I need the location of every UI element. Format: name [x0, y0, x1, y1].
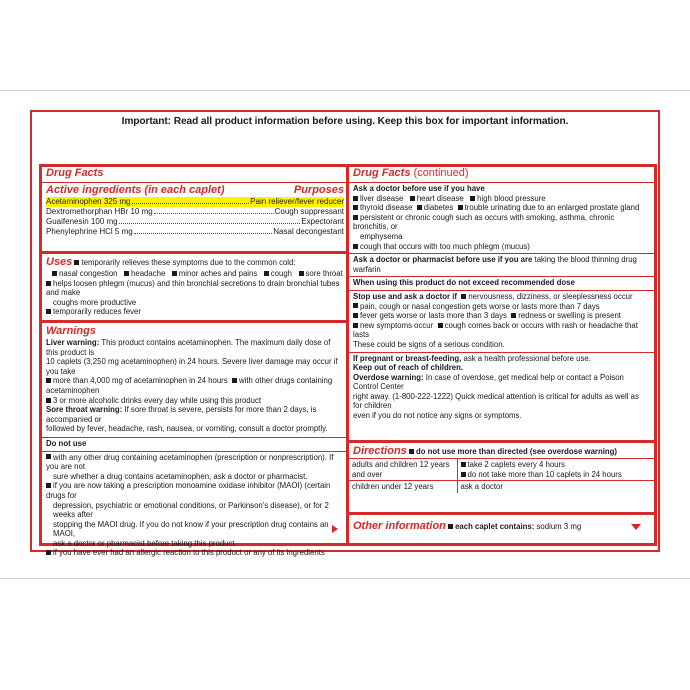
ingredient-row: Phenylephrine HCl 5 mg Nasal decongestant [46, 227, 344, 236]
warnings-title: Warnings [46, 325, 96, 337]
ingredient-row: Guaifenesin 100 mg Expectorant [46, 217, 344, 226]
continue-arrow-icon [332, 525, 338, 533]
ingredient-row: Acetaminophen 325 mg Pain reliever/fever reducer [46, 197, 344, 206]
directions-box: Directions do not use more than directed (see overdose warning) adults and children 12 years and over take 2 caplets every 4 hours do not take more than 10 caplets in 24 hours children under 12 years ask a doctor [349, 443, 654, 515]
ask-doctor-title: Ask a doctor before use if you have [353, 184, 485, 193]
table-row: children under 12 years ask a doctor [349, 481, 654, 493]
carton-fold-line-bottom [0, 578, 690, 579]
carton-fold-line-top [0, 90, 690, 91]
left-column [39, 164, 351, 558]
other-information-box: Other information each caplet contains: sodium 3 mg [349, 515, 654, 543]
drug-facts-label [30, 110, 660, 558]
warnings-continued-box: Drug Facts (continued) Ask a doctor before use if you have liver disease heart disease high blood pressure thyroid disease diabetes trouble urinating due to an enlarged prostate gland persistent or chronic cough such as occurs with smoking, asthma, chronic bronchitis, or emphysema cough that occurs with too much phlegm (mucus) Ask a doctor or pharmacist before use if you are taking the blood thinning drug warfarin When using this product do not exceed recommended dose Stop use and ask a doctor if nervousness, dizziness, or sleeplessness occur pain, cough or nasal congestion gets worse or lasts more than 7 days fever gets worse or lasts more than 3 days redness or swelling is present new symptoms occur cough comes back or occurs with rash or headache that lasts These could be signs of a serious condition. If pregnant or breast-feeding, ask a health professional before use. Keep out of reach of children. Overdose warning: In case of overdose, get medical help or contact a Poison Control Center right away. (1-800-222-1222) Quick medical attention is critical for adults as well as for children even if you do not notice any signs or symptoms. [349, 167, 654, 443]
table-row: adults and children 12 years and over take 2 caplets every 4 hours do not take more than 10 caplets in 24 hours [349, 459, 654, 481]
continue-down-arrow-icon [631, 524, 641, 530]
uses-title: Uses [46, 256, 73, 268]
keep-out-of-reach: Keep out of reach of children. [353, 363, 464, 373]
active-ingredients-box [42, 167, 348, 254]
purposes-header: Purposes [293, 184, 344, 196]
uses-intro: temporarily relieves these symptoms due to the common cold: [81, 258, 296, 267]
directions-table [349, 458, 654, 493]
right-column [346, 164, 657, 546]
headline: Important: Read all product information before using. Keep this box for important information. [121, 116, 569, 127]
uses-box: Uses temporarily relieves these symptoms due to the common cold: nasal congestion headache minor aches and pains cough sore throat helps loosen phlegm (mucus) and thin bronchial secretions to drain bronchial tubes and make coughs more productive temporarily reduces fever [42, 254, 348, 323]
active-ingredients-header: Active ingredients (in each caplet) [46, 184, 225, 196]
ingredient-row: Dextromethorphan HBr 10 mg Cough suppressant [46, 207, 344, 216]
drug-facts-continued-title: Drug Facts (continued) [353, 167, 469, 179]
drug-facts-title: Drug Facts [46, 167, 104, 179]
do-not-use-title: Do not use [46, 438, 87, 448]
directions-title: Directions [353, 445, 407, 457]
other-information-title: Other information [353, 520, 446, 532]
when-using-title: When using this product do not exceed recommended dose [353, 278, 575, 288]
warnings-box: Warnings Liver warning: This product contains acetaminophen. The maximum daily dose of this product is 10 caplets (3,250 mg acetaminophen) in 24 hours. Severe liver damage may occur if you take more than 4,000 mg of acetaminophen in 24 hours with other drugs containing acetaminophen 3 or more alcoholic drinks every day while using this product Sore throat warning: If sore throat is severe, persists for more than 2 days, is accompanied or followed by fever, headache, rash, nausea, or vomiting, consult a doctor promptly. Do not use with any other drug containing acetaminophen (prescription or nonprescription). If you are not sure whether a drug contains acetaminophen, ask a doctor or pharmacist. if you are now taking a prescription monoamine oxidase inhibitor (MAOI) (certain drugs for depression, psychiatric or emotional conditions, or Parkinson's disease), or for 2 weeks after stopping the MAOI drug. If you do not know if your prescription drug contains an MAOI, ask a doctor or pharmacist before taking this product. if you have ever had an allergic reaction to this product or any of its ingredients [42, 323, 348, 549]
